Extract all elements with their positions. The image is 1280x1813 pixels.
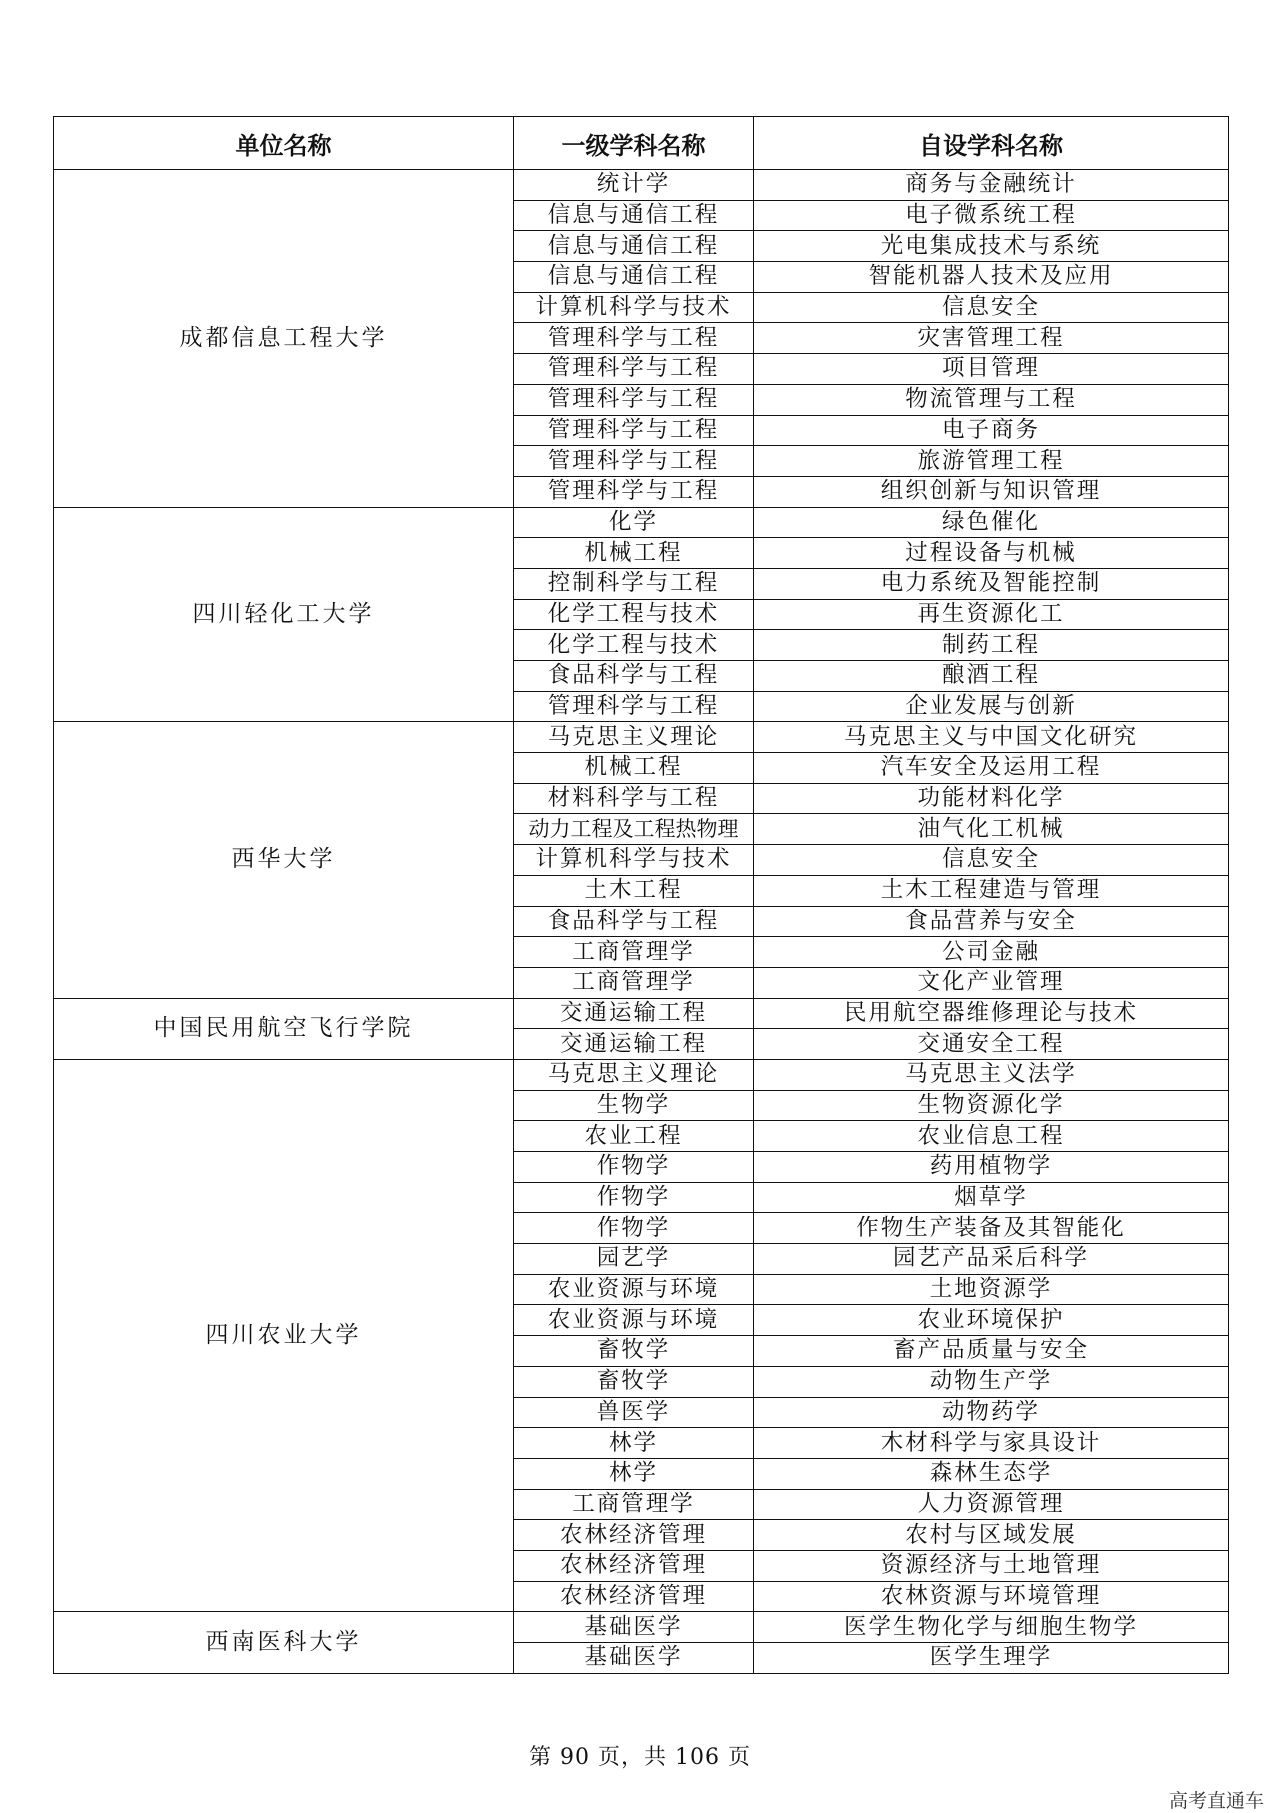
- self-set-discipline-cell: 企业发展与创新: [754, 691, 1229, 722]
- first-level-discipline-cell: 食品科学与工程: [514, 906, 754, 937]
- first-level-discipline-cell: 统计学: [514, 170, 754, 201]
- self-set-discipline-cell: 酿酒工程: [754, 661, 1229, 692]
- first-level-discipline-cell: 马克思主义理论: [514, 1059, 754, 1090]
- self-set-discipline-cell: 畜产品质量与安全: [754, 1336, 1229, 1367]
- self-set-discipline-cell: 电子商务: [754, 415, 1229, 446]
- first-level-discipline-cell: 交通运输工程: [514, 998, 754, 1029]
- self-set-discipline-cell: 文化产业管理: [754, 967, 1229, 998]
- self-set-discipline-cell: 农林资源与环境管理: [754, 1581, 1229, 1612]
- self-set-discipline-cell: 制药工程: [754, 630, 1229, 661]
- self-set-discipline-cell: 农业信息工程: [754, 1121, 1229, 1152]
- first-level-discipline-cell: 化学: [514, 507, 754, 538]
- self-set-discipline-cell: 马克思主义法学: [754, 1059, 1229, 1090]
- watermark-text: 高考直通车: [1168, 1790, 1264, 1812]
- table-row: [54, 1059, 1229, 1090]
- first-level-discipline-cell: 工商管理学: [514, 937, 754, 968]
- first-level-discipline-cell: 化学工程与技术: [514, 599, 754, 630]
- self-set-discipline-cell: 土地资源学: [754, 1274, 1229, 1305]
- first-level-discipline-cell: 工商管理学: [514, 1489, 754, 1520]
- discipline-table: [53, 116, 1229, 1674]
- self-set-discipline-cell: 药用植物学: [754, 1152, 1229, 1183]
- self-set-discipline-cell: 信息安全: [754, 845, 1229, 876]
- self-set-discipline-cell: 智能机器人技术及应用: [754, 262, 1229, 293]
- self-set-discipline-cell: 作物生产装备及其智能化: [754, 1213, 1229, 1244]
- self-set-discipline-cell: 项目管理: [754, 354, 1229, 385]
- first-level-discipline-cell: 农业资源与环境: [514, 1305, 754, 1336]
- unit-name-cell: 四川轻化工大学: [54, 507, 514, 722]
- self-set-discipline-cell: 民用航空器维修理论与技术: [754, 998, 1229, 1029]
- header-unit-name: 单位名称: [54, 117, 514, 170]
- first-level-discipline-cell: 工商管理学: [514, 967, 754, 998]
- self-set-discipline-cell: 医学生理学: [754, 1643, 1229, 1674]
- table-row: [54, 998, 1229, 1029]
- first-level-discipline-cell: 管理科学与工程: [514, 691, 754, 722]
- first-level-discipline-cell: 生物学: [514, 1090, 754, 1121]
- page-number: 第 90 页，共 106 页: [529, 1745, 751, 1770]
- table-header-row: [54, 117, 1229, 170]
- self-set-discipline-cell: 土木工程建造与管理: [754, 875, 1229, 906]
- first-level-discipline-cell: 食品科学与工程: [514, 661, 754, 692]
- table-body: [54, 170, 1229, 1674]
- first-level-discipline-cell: 管理科学与工程: [514, 354, 754, 385]
- self-set-discipline-cell: 商务与金融统计: [754, 170, 1229, 201]
- table-row: [54, 722, 1229, 753]
- first-level-discipline-cell: 交通运输工程: [514, 1029, 754, 1060]
- first-level-discipline-cell: 园艺学: [514, 1244, 754, 1275]
- self-set-discipline-cell: 动物药学: [754, 1397, 1229, 1428]
- self-set-discipline-cell: 油气化工机械: [754, 814, 1229, 845]
- self-set-discipline-cell: 过程设备与机械: [754, 538, 1229, 569]
- header-self-set-discipline: 自设学科名称: [754, 117, 1229, 170]
- first-level-discipline-cell: 机械工程: [514, 753, 754, 784]
- self-set-discipline-cell: 物流管理与工程: [754, 384, 1229, 415]
- first-level-discipline-cell: 化学工程与技术: [514, 630, 754, 661]
- first-level-discipline-cell: 管理科学与工程: [514, 446, 754, 477]
- self-set-discipline-cell: 马克思主义与中国文化研究: [754, 722, 1229, 753]
- self-set-discipline-cell: 交通安全工程: [754, 1029, 1229, 1060]
- header-first-level-discipline: 一级学科名称: [514, 117, 754, 170]
- self-set-discipline-cell: 再生资源化工: [754, 599, 1229, 630]
- first-level-discipline-cell: 兽医学: [514, 1397, 754, 1428]
- first-level-discipline-cell: 农林经济管理: [514, 1550, 754, 1581]
- table-row: [54, 170, 1229, 201]
- self-set-discipline-cell: 组织创新与知识管理: [754, 476, 1229, 507]
- self-set-discipline-cell: 光电集成技术与系统: [754, 231, 1229, 262]
- self-set-discipline-cell: 功能材料化学: [754, 783, 1229, 814]
- first-level-discipline-cell: 动力工程及工程热物理: [514, 814, 754, 845]
- first-level-discipline-cell: 信息与通信工程: [514, 262, 754, 293]
- first-level-discipline-cell: 管理科学与工程: [514, 384, 754, 415]
- self-set-discipline-cell: 生物资源化学: [754, 1090, 1229, 1121]
- first-level-discipline-cell: 计算机科学与技术: [514, 845, 754, 876]
- first-level-discipline-cell: 林学: [514, 1428, 754, 1459]
- first-level-discipline-cell: 土木工程: [514, 875, 754, 906]
- first-level-discipline-cell: 控制科学与工程: [514, 568, 754, 599]
- first-level-discipline-cell: 管理科学与工程: [514, 323, 754, 354]
- first-level-discipline-cell: 作物学: [514, 1213, 754, 1244]
- table-row: [54, 507, 1229, 538]
- first-level-discipline-cell: 畜牧学: [514, 1336, 754, 1367]
- self-set-discipline-cell: 电子微系统工程: [754, 200, 1229, 231]
- self-set-discipline-cell: 资源经济与土地管理: [754, 1550, 1229, 1581]
- first-level-discipline-cell: 作物学: [514, 1152, 754, 1183]
- first-level-discipline-cell: 马克思主义理论: [514, 722, 754, 753]
- unit-name-cell: 西南医科大学: [54, 1612, 514, 1673]
- first-level-discipline-cell: 畜牧学: [514, 1366, 754, 1397]
- self-set-discipline-cell: 灾害管理工程: [754, 323, 1229, 354]
- first-level-discipline-cell: 农林经济管理: [514, 1581, 754, 1612]
- first-level-discipline-cell: 作物学: [514, 1182, 754, 1213]
- first-level-discipline-cell: 管理科学与工程: [514, 476, 754, 507]
- table-row: [54, 1612, 1229, 1643]
- first-level-discipline-cell: 信息与通信工程: [514, 200, 754, 231]
- first-level-discipline-cell: 基础医学: [514, 1612, 754, 1643]
- first-level-discipline-cell: 林学: [514, 1458, 754, 1489]
- first-level-discipline-cell: 农业工程: [514, 1121, 754, 1152]
- self-set-discipline-cell: 木材科学与家具设计: [754, 1428, 1229, 1459]
- self-set-discipline-cell: 旅游管理工程: [754, 446, 1229, 477]
- self-set-discipline-cell: 园艺产品采后科学: [754, 1244, 1229, 1275]
- first-level-discipline-cell: 农林经济管理: [514, 1520, 754, 1551]
- self-set-discipline-cell: 医学生物化学与细胞生物学: [754, 1612, 1229, 1643]
- self-set-discipline-cell: 汽车安全及运用工程: [754, 753, 1229, 784]
- self-set-discipline-cell: 烟草学: [754, 1182, 1229, 1213]
- self-set-discipline-cell: 绿色催化: [754, 507, 1229, 538]
- self-set-discipline-cell: 公司金融: [754, 937, 1229, 968]
- self-set-discipline-cell: 动物生产学: [754, 1366, 1229, 1397]
- first-level-discipline-cell: 农业资源与环境: [514, 1274, 754, 1305]
- unit-name-cell: 四川农业大学: [54, 1059, 514, 1611]
- first-level-discipline-cell: 机械工程: [514, 538, 754, 569]
- self-set-discipline-cell: 农村与区域发展: [754, 1520, 1229, 1551]
- unit-name-cell: 中国民用航空飞行学院: [54, 998, 514, 1059]
- first-level-discipline-cell: 管理科学与工程: [514, 415, 754, 446]
- self-set-discipline-cell: 农业环境保护: [754, 1305, 1229, 1336]
- unit-name-cell: 成都信息工程大学: [54, 170, 514, 508]
- first-level-discipline-cell: 信息与通信工程: [514, 231, 754, 262]
- self-set-discipline-cell: 食品营养与安全: [754, 906, 1229, 937]
- unit-name-cell: 西华大学: [54, 722, 514, 998]
- self-set-discipline-cell: 信息安全: [754, 292, 1229, 323]
- first-level-discipline-cell: 计算机科学与技术: [514, 292, 754, 323]
- self-set-discipline-cell: 电力系统及智能控制: [754, 568, 1229, 599]
- self-set-discipline-cell: 人力资源管理: [754, 1489, 1229, 1520]
- self-set-discipline-cell: 森林生态学: [754, 1458, 1229, 1489]
- first-level-discipline-cell: 基础医学: [514, 1643, 754, 1674]
- first-level-discipline-cell: 材料科学与工程: [514, 783, 754, 814]
